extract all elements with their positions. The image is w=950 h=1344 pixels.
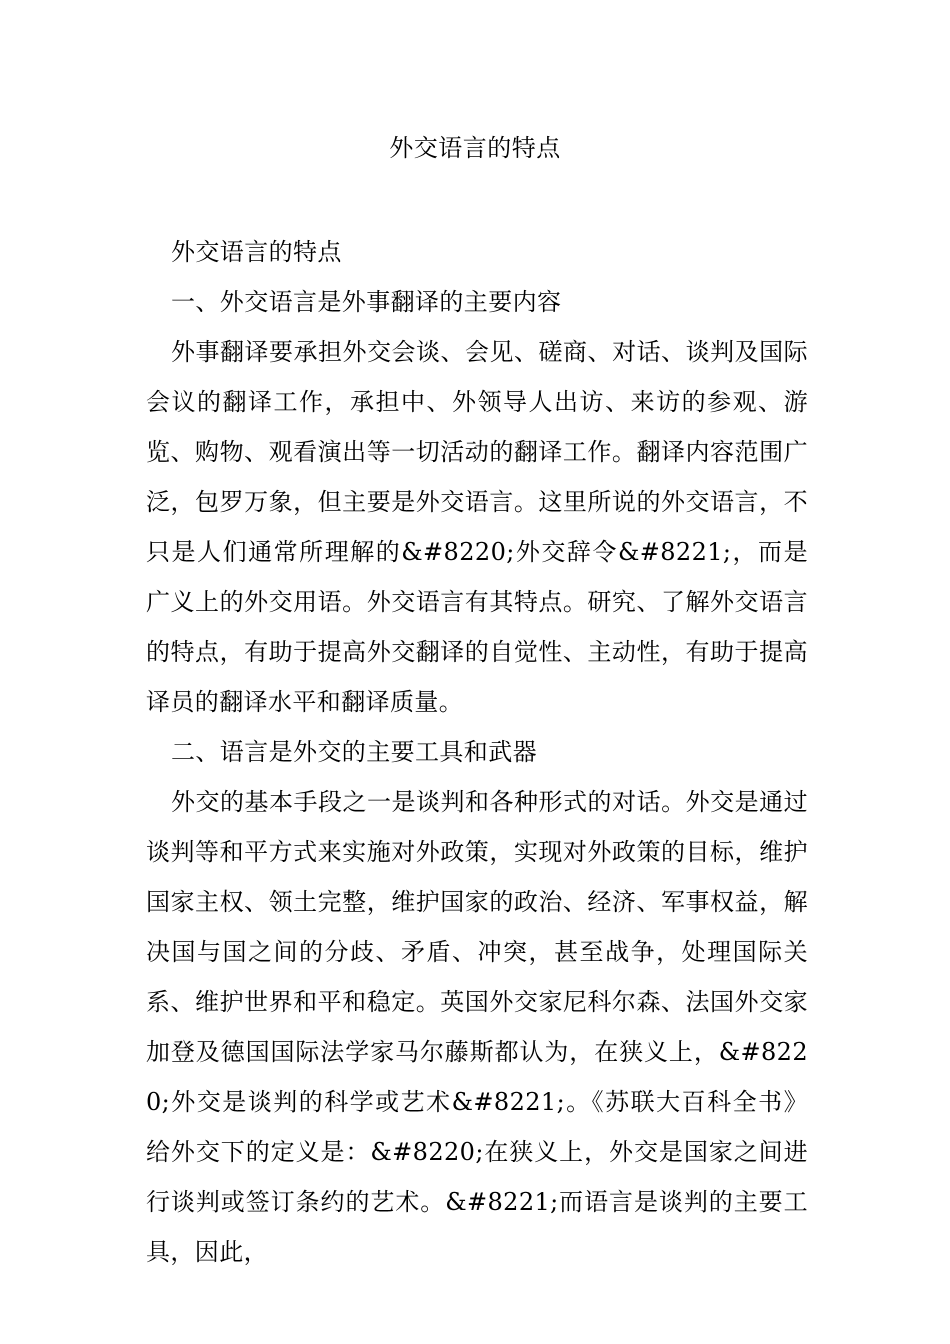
document-title: 外交语言的特点: [389, 134, 561, 162]
section-heading-2: 二、语言是外交的主要工具和武器: [171, 738, 537, 766]
paragraph: 外事翻译要承担外交会谈、会见、磋商、对话、谈判及国际会议的翻译工作，承担中、外领导人出访、来访的参观、游览、购物、观看演出等一切活动的翻译工作。翻译内容范围广泛，包罗万象，但主要是外交语言。这里所说的外交语言，不只是人们通常所理解的&#8220;外交辞令&#8221;，而是广义上的外交用语。外交语言有其特点。研究、了解外交语言的特点，有助于提高外交翻译的自觉性、主动性，有助于提高译员的翻译水平和翻译质量。: [146, 338, 808, 716]
section-heading-1: 一、外交语言是外事翻译的主要内容: [171, 288, 562, 316]
paragraph: 外交的基本手段之一是谈判和各种形式的对话。外交是通过谈判等和平方式来实施对外政策，实现对外政策的目标，维护国家主权、领土完整，维护国家的政治、经济、军事权益，解决国与国之间的分歧、矛盾、冲突，甚至战争，处理国际关系、维护世界和平和稳定。英国外交家尼科尔森、法国外交家加登及德国国际法学家马尔藤斯都认为，在狭义上，&#8220;外交是谈判的科学或艺术&#8221;。《苏联大百科全书》给外交下的定义是：&#8220;在狭义上，外交是国家之间进行谈判或签订条约的艺术。&#8221;而语言是谈判的主要工具，因此，: [146, 788, 808, 1266]
document-body: [146, 227, 808, 1277]
paragraph-heading: 外交语言的特点: [171, 238, 342, 266]
